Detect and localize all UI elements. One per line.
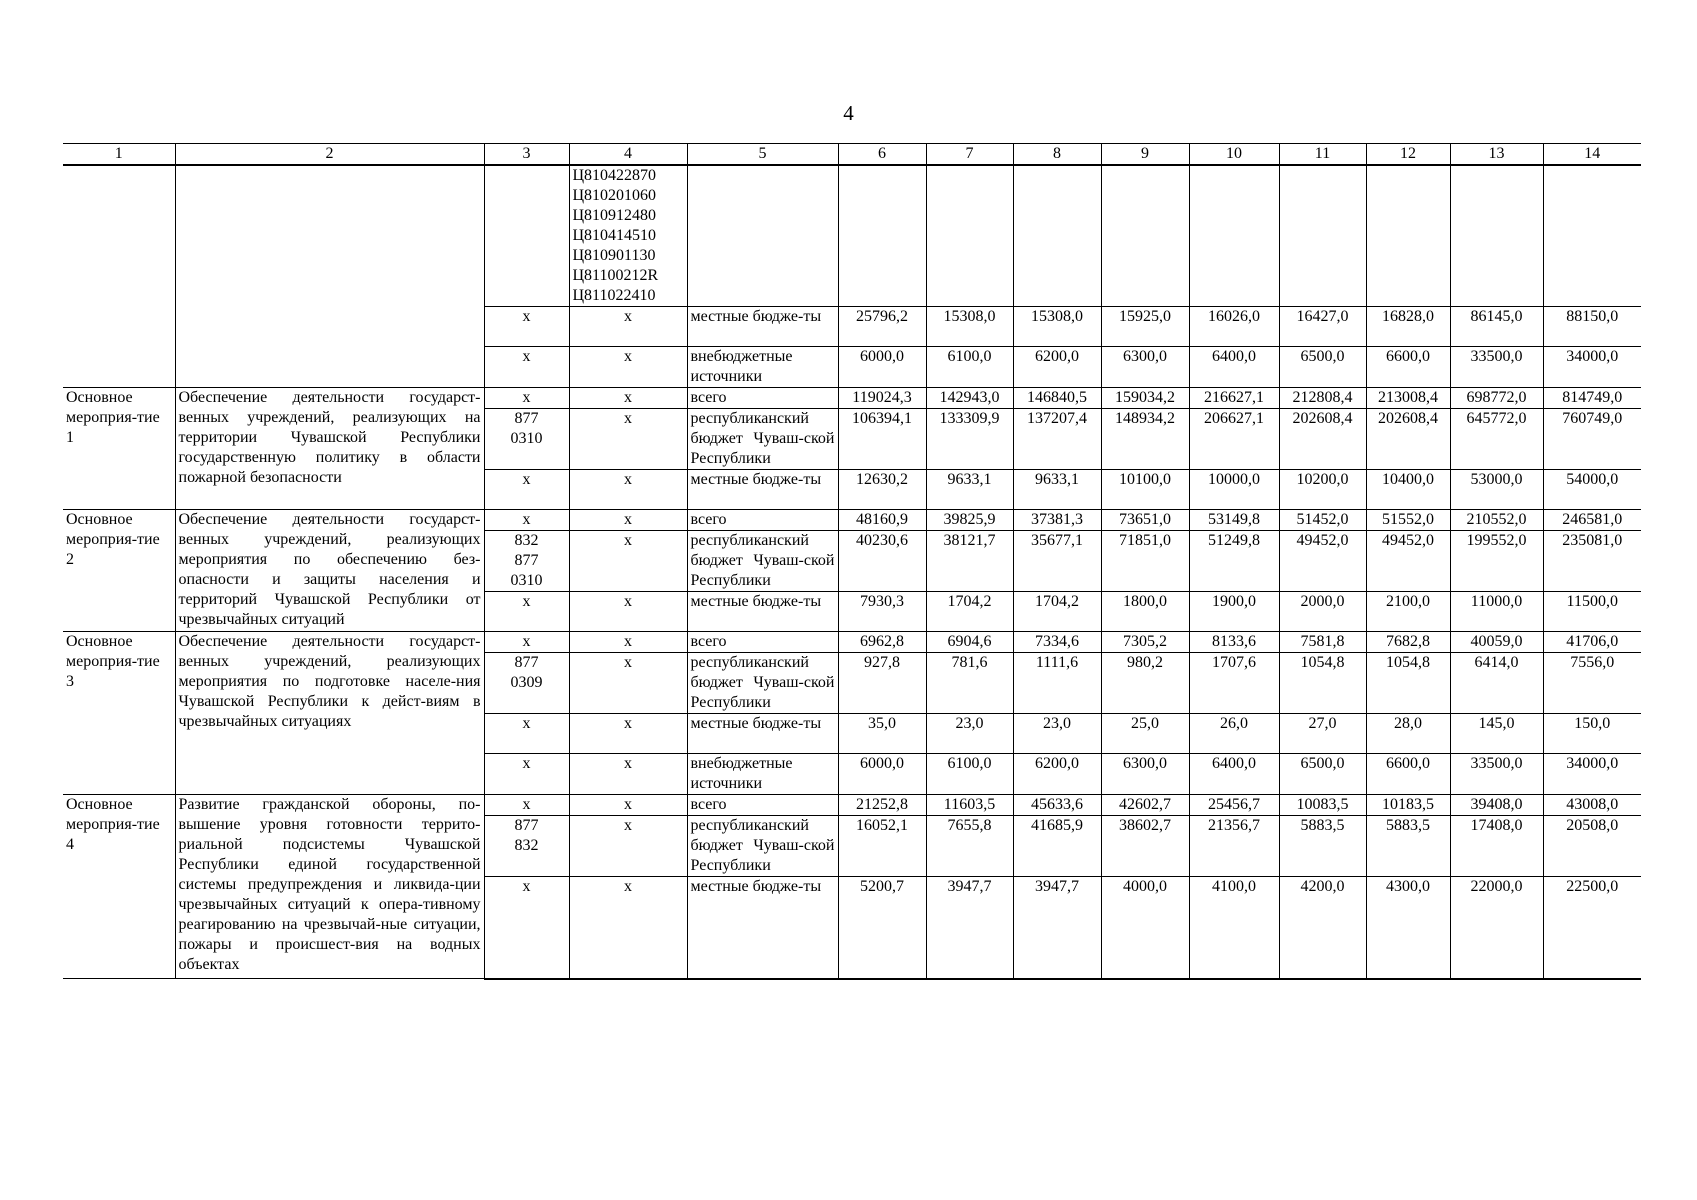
value-cell-col-8: 3947,7 xyxy=(1013,877,1101,979)
value-cell-col-12: 4300,0 xyxy=(1366,877,1450,979)
value-cell-col-10: 26,0 xyxy=(1189,714,1279,754)
funding-source-cell: местные бюдже-ты xyxy=(687,592,838,632)
value-cell-col-8: 137207,4 xyxy=(1013,409,1101,470)
funding-source-cell: внебюджетные источники xyxy=(687,347,838,388)
value-cell-col-14: 246581,0 xyxy=(1543,510,1641,531)
empty-cell xyxy=(1450,165,1543,307)
dept-code-cell: х xyxy=(484,347,569,388)
target-code-cell: х xyxy=(569,795,687,816)
funding-source-cell: республиканский бюджет Чуваш-ской Республики xyxy=(687,531,838,592)
value-cell-col-10: 6400,0 xyxy=(1189,754,1279,795)
value-cell-col-9: 4000,0 xyxy=(1101,877,1189,979)
value-cell-col-6: 5200,7 xyxy=(838,877,926,979)
value-cell-col-8: 7334,6 xyxy=(1013,632,1101,653)
value-cell-col-13: 86145,0 xyxy=(1450,307,1543,347)
activity-label-cell: Основное мероприя-тие 1 xyxy=(63,388,175,510)
value-cell-col-11: 202608,4 xyxy=(1279,409,1366,470)
value-cell-col-8: 41685,9 xyxy=(1013,816,1101,877)
table-row xyxy=(63,165,1641,307)
value-cell-col-11: 1054,8 xyxy=(1279,653,1366,714)
value-cell-col-12: 1054,8 xyxy=(1366,653,1450,714)
value-cell-col-10: 216627,1 xyxy=(1189,388,1279,409)
value-cell-col-12: 28,0 xyxy=(1366,714,1450,754)
value-cell-col-6: 40230,6 xyxy=(838,531,926,592)
empty-cell xyxy=(1013,165,1101,307)
value-cell-col-13: 22000,0 xyxy=(1450,877,1543,979)
value-cell-col-10: 6400,0 xyxy=(1189,347,1279,388)
value-cell-col-6: 6000,0 xyxy=(838,754,926,795)
dept-code-cell: х xyxy=(484,754,569,795)
value-cell-col-12: 49452,0 xyxy=(1366,531,1450,592)
dept-code-cell: х xyxy=(484,877,569,979)
value-cell-col-13: 698772,0 xyxy=(1450,388,1543,409)
value-cell-col-12: 202608,4 xyxy=(1366,409,1450,470)
value-cell-col-14: 88150,0 xyxy=(1543,307,1641,347)
value-cell-col-10: 16026,0 xyxy=(1189,307,1279,347)
dept-code-cell: 877 0309 xyxy=(484,653,569,714)
value-cell-col-11: 5883,5 xyxy=(1279,816,1366,877)
column-number-2: 2 xyxy=(175,144,484,166)
value-cell-col-7: 1704,2 xyxy=(926,592,1013,632)
dept-code-cell: х xyxy=(484,470,569,510)
target-code-cell: х xyxy=(569,388,687,409)
value-cell-col-14: 814749,0 xyxy=(1543,388,1641,409)
funding-source-cell: местные бюдже-ты xyxy=(687,714,838,754)
value-cell-col-6: 7930,3 xyxy=(838,592,926,632)
value-cell-col-14: 235081,0 xyxy=(1543,531,1641,592)
value-cell-col-11: 49452,0 xyxy=(1279,531,1366,592)
value-cell-col-6: 48160,9 xyxy=(838,510,926,531)
dept-code-cell: х xyxy=(484,510,569,531)
value-cell-col-9: 73651,0 xyxy=(1101,510,1189,531)
activity-label-cell xyxy=(63,165,175,388)
empty-cell xyxy=(838,165,926,307)
value-cell-col-8: 37381,3 xyxy=(1013,510,1101,531)
activity-label-cell: Основное мероприя-тие 4 xyxy=(63,795,175,979)
column-number-9: 9 xyxy=(1101,144,1189,166)
target-code-cell: х xyxy=(569,754,687,795)
value-cell-col-12: 213008,4 xyxy=(1366,388,1450,409)
value-cell-col-13: 645772,0 xyxy=(1450,409,1543,470)
funding-source-cell: местные бюдже-ты xyxy=(687,470,838,510)
value-cell-col-14: 41706,0 xyxy=(1543,632,1641,653)
value-cell-col-9: 148934,2 xyxy=(1101,409,1189,470)
target-code-cell: х xyxy=(569,877,687,979)
column-number-8: 8 xyxy=(1013,144,1101,166)
empty-cell xyxy=(926,165,1013,307)
dept-code-cell: 877 832 xyxy=(484,816,569,877)
value-cell-col-11: 10083,5 xyxy=(1279,795,1366,816)
value-cell-col-12: 6600,0 xyxy=(1366,347,1450,388)
dept-code-cell: х xyxy=(484,388,569,409)
empty-cell xyxy=(1366,165,1450,307)
empty-cell xyxy=(1279,165,1366,307)
value-cell-col-14: 34000,0 xyxy=(1543,347,1641,388)
value-cell-col-7: 142943,0 xyxy=(926,388,1013,409)
target-code-cell: х xyxy=(569,470,687,510)
value-cell-col-9: 980,2 xyxy=(1101,653,1189,714)
value-cell-col-6: 25796,2 xyxy=(838,307,926,347)
value-cell-col-13: 199552,0 xyxy=(1450,531,1543,592)
value-cell-col-14: 43008,0 xyxy=(1543,795,1641,816)
column-number-5: 5 xyxy=(687,144,838,166)
value-cell-col-10: 1707,6 xyxy=(1189,653,1279,714)
funding-source-cell: всего xyxy=(687,795,838,816)
value-cell-col-6: 106394,1 xyxy=(838,409,926,470)
empty-cell xyxy=(1101,165,1189,307)
value-cell-col-11: 6500,0 xyxy=(1279,347,1366,388)
value-cell-col-9: 71851,0 xyxy=(1101,531,1189,592)
value-cell-col-12: 2100,0 xyxy=(1366,592,1450,632)
value-cell-col-11: 2000,0 xyxy=(1279,592,1366,632)
target-code-cell: х xyxy=(569,531,687,592)
target-code-cell: х xyxy=(569,409,687,470)
value-cell-col-12: 6600,0 xyxy=(1366,754,1450,795)
value-cell-col-8: 9633,1 xyxy=(1013,470,1101,510)
value-cell-col-7: 15308,0 xyxy=(926,307,1013,347)
activity-description-cell: Обеспечение деятельности государст-венных учреждений, реализующих мероприятия по подготовке населе-ния Чувашской Республики к дейст-виям в чрезвычайных ситуациях xyxy=(175,632,484,795)
value-cell-col-11: 4200,0 xyxy=(1279,877,1366,979)
column-number-3: 3 xyxy=(484,144,569,166)
target-code-cell: х xyxy=(569,592,687,632)
value-cell-col-6: 119024,3 xyxy=(838,388,926,409)
column-number-11: 11 xyxy=(1279,144,1366,166)
dept-code-cell: х xyxy=(484,592,569,632)
activity-description-cell: Обеспечение деятельности государст-венных учреждений, реализующих мероприятия по обеспечению без-опасности и защиты населения и территорий Чувашской Республики от чрезвычайных ситуаций xyxy=(175,510,484,632)
value-cell-col-9: 6300,0 xyxy=(1101,347,1189,388)
dept-code-cell: х xyxy=(484,307,569,347)
target-code-cell: х xyxy=(569,714,687,754)
value-cell-col-8: 6200,0 xyxy=(1013,347,1101,388)
value-cell-col-10: 51249,8 xyxy=(1189,531,1279,592)
value-cell-col-13: 53000,0 xyxy=(1450,470,1543,510)
column-number-12: 12 xyxy=(1366,144,1450,166)
value-cell-col-10: 1900,0 xyxy=(1189,592,1279,632)
value-cell-col-13: 210552,0 xyxy=(1450,510,1543,531)
value-cell-col-8: 45633,6 xyxy=(1013,795,1101,816)
value-cell-col-7: 9633,1 xyxy=(926,470,1013,510)
target-codes-cell: Ц810422870 Ц810201060 Ц810912480 Ц810414510 Ц810901130 Ц81100212R Ц811022410 xyxy=(569,165,687,307)
table-row xyxy=(63,795,1641,816)
dept-code-cell: 832 877 0310 xyxy=(484,531,569,592)
value-cell-col-9: 159034,2 xyxy=(1101,388,1189,409)
value-cell-col-8: 6200,0 xyxy=(1013,754,1101,795)
value-cell-col-13: 39408,0 xyxy=(1450,795,1543,816)
value-cell-col-9: 7305,2 xyxy=(1101,632,1189,653)
target-code-cell: х xyxy=(569,632,687,653)
column-number-row xyxy=(63,144,1641,166)
funding-source-cell: республиканский бюджет Чуваш-ской Республики xyxy=(687,409,838,470)
value-cell-col-13: 40059,0 xyxy=(1450,632,1543,653)
value-cell-col-6: 6000,0 xyxy=(838,347,926,388)
value-cell-col-6: 16052,1 xyxy=(838,816,926,877)
value-cell-col-9: 1800,0 xyxy=(1101,592,1189,632)
value-cell-col-14: 11500,0 xyxy=(1543,592,1641,632)
activity-description-cell: Развитие гражданской обороны, по-вышение уровня готовности террито-риальной подсистемы Чувашской Республики единой государственной системы предупреждения и ликвида-ции чрезвычайных ситуаций к опера-тивному реагированию на чрезвычай-ные ситуации, пожары и происшест-вия на водных объектах xyxy=(175,795,484,979)
table-row xyxy=(63,388,1641,409)
value-cell-col-7: 781,6 xyxy=(926,653,1013,714)
value-cell-col-13: 11000,0 xyxy=(1450,592,1543,632)
column-number-10: 10 xyxy=(1189,144,1279,166)
value-cell-col-14: 150,0 xyxy=(1543,714,1641,754)
dept-code-cell xyxy=(484,165,569,307)
column-number-6: 6 xyxy=(838,144,926,166)
target-code-cell: х xyxy=(569,653,687,714)
column-number-14: 14 xyxy=(1543,144,1641,166)
value-cell-col-14: 760749,0 xyxy=(1543,409,1641,470)
value-cell-col-10: 21356,7 xyxy=(1189,816,1279,877)
value-cell-col-8: 1704,2 xyxy=(1013,592,1101,632)
value-cell-col-9: 15925,0 xyxy=(1101,307,1189,347)
value-cell-col-9: 6300,0 xyxy=(1101,754,1189,795)
table-row xyxy=(63,510,1641,531)
value-cell-col-7: 6904,6 xyxy=(926,632,1013,653)
column-number-1: 1 xyxy=(63,144,175,166)
value-cell-col-14: 54000,0 xyxy=(1543,470,1641,510)
value-cell-col-7: 133309,9 xyxy=(926,409,1013,470)
value-cell-col-13: 33500,0 xyxy=(1450,754,1543,795)
value-cell-col-13: 33500,0 xyxy=(1450,347,1543,388)
value-cell-col-6: 6962,8 xyxy=(838,632,926,653)
value-cell-col-10: 206627,1 xyxy=(1189,409,1279,470)
value-cell-col-8: 1111,6 xyxy=(1013,653,1101,714)
value-cell-col-7: 23,0 xyxy=(926,714,1013,754)
value-cell-col-12: 16828,0 xyxy=(1366,307,1450,347)
funding-source-cell: всего xyxy=(687,510,838,531)
value-cell-col-13: 17408,0 xyxy=(1450,816,1543,877)
empty-cell xyxy=(687,165,838,307)
funding-source-cell: всего xyxy=(687,388,838,409)
value-cell-col-14: 7556,0 xyxy=(1543,653,1641,714)
target-code-cell: х xyxy=(569,510,687,531)
value-cell-col-10: 10000,0 xyxy=(1189,470,1279,510)
funding-source-cell: местные бюдже-ты xyxy=(687,877,838,979)
value-cell-col-7: 6100,0 xyxy=(926,347,1013,388)
target-code-cell: х xyxy=(569,347,687,388)
activity-description-cell: Обеспечение деятельности государст-венных учреждений, реализующих на территории Чувашской Республики государственную политику в области пожарной безопасности xyxy=(175,388,484,510)
value-cell-col-11: 51452,0 xyxy=(1279,510,1366,531)
column-number-4: 4 xyxy=(569,144,687,166)
funding-source-cell: республиканский бюджет Чуваш-ской Республики xyxy=(687,653,838,714)
value-cell-col-11: 27,0 xyxy=(1279,714,1366,754)
value-cell-col-10: 53149,8 xyxy=(1189,510,1279,531)
value-cell-col-10: 4100,0 xyxy=(1189,877,1279,979)
empty-cell xyxy=(1189,165,1279,307)
value-cell-col-8: 15308,0 xyxy=(1013,307,1101,347)
activity-label-cell: Основное мероприя-тие 2 xyxy=(63,510,175,632)
value-cell-col-7: 11603,5 xyxy=(926,795,1013,816)
funding-source-cell: всего xyxy=(687,632,838,653)
value-cell-col-6: 12630,2 xyxy=(838,470,926,510)
value-cell-col-13: 145,0 xyxy=(1450,714,1543,754)
target-code-cell: х xyxy=(569,307,687,347)
value-cell-col-14: 22500,0 xyxy=(1543,877,1641,979)
value-cell-col-12: 10400,0 xyxy=(1366,470,1450,510)
column-number-7: 7 xyxy=(926,144,1013,166)
dept-code-cell: х xyxy=(484,714,569,754)
table-row xyxy=(63,632,1641,653)
funding-source-cell: местные бюдже-ты xyxy=(687,307,838,347)
activity-label-cell: Основное мероприя-тие 3 xyxy=(63,632,175,795)
value-cell-col-6: 21252,8 xyxy=(838,795,926,816)
value-cell-col-7: 7655,8 xyxy=(926,816,1013,877)
value-cell-col-12: 7682,8 xyxy=(1366,632,1450,653)
value-cell-col-10: 25456,7 xyxy=(1189,795,1279,816)
dept-code-cell: 877 0310 xyxy=(484,409,569,470)
value-cell-col-14: 34000,0 xyxy=(1543,754,1641,795)
value-cell-col-11: 16427,0 xyxy=(1279,307,1366,347)
value-cell-col-8: 35677,1 xyxy=(1013,531,1101,592)
funding-source-cell: внебюджетные источники xyxy=(687,754,838,795)
value-cell-col-12: 10183,5 xyxy=(1366,795,1450,816)
value-cell-col-10: 8133,6 xyxy=(1189,632,1279,653)
value-cell-col-7: 6100,0 xyxy=(926,754,1013,795)
value-cell-col-14: 20508,0 xyxy=(1543,816,1641,877)
value-cell-col-11: 7581,8 xyxy=(1279,632,1366,653)
page-number: 4 xyxy=(843,101,854,125)
value-cell-col-11: 10200,0 xyxy=(1279,470,1366,510)
empty-cell xyxy=(1543,165,1641,307)
value-cell-col-6: 927,8 xyxy=(838,653,926,714)
target-code-cell: х xyxy=(569,816,687,877)
value-cell-col-8: 23,0 xyxy=(1013,714,1101,754)
value-cell-col-11: 212808,4 xyxy=(1279,388,1366,409)
value-cell-col-9: 42602,7 xyxy=(1101,795,1189,816)
value-cell-col-9: 10100,0 xyxy=(1101,470,1189,510)
value-cell-col-9: 25,0 xyxy=(1101,714,1189,754)
value-cell-col-8: 146840,5 xyxy=(1013,388,1101,409)
value-cell-col-7: 38121,7 xyxy=(926,531,1013,592)
value-cell-col-12: 5883,5 xyxy=(1366,816,1450,877)
column-number-13: 13 xyxy=(1450,144,1543,166)
value-cell-col-9: 38602,7 xyxy=(1101,816,1189,877)
dept-code-cell: х xyxy=(484,795,569,816)
dept-code-cell: х xyxy=(484,632,569,653)
activity-description-cell xyxy=(175,165,484,388)
value-cell-col-7: 39825,9 xyxy=(926,510,1013,531)
value-cell-col-13: 6414,0 xyxy=(1450,653,1543,714)
budget-table xyxy=(63,143,1641,980)
value-cell-col-12: 51552,0 xyxy=(1366,510,1450,531)
value-cell-col-6: 35,0 xyxy=(838,714,926,754)
value-cell-col-7: 3947,7 xyxy=(926,877,1013,979)
value-cell-col-11: 6500,0 xyxy=(1279,754,1366,795)
funding-source-cell: республиканский бюджет Чуваш-ской Республики xyxy=(687,816,838,877)
